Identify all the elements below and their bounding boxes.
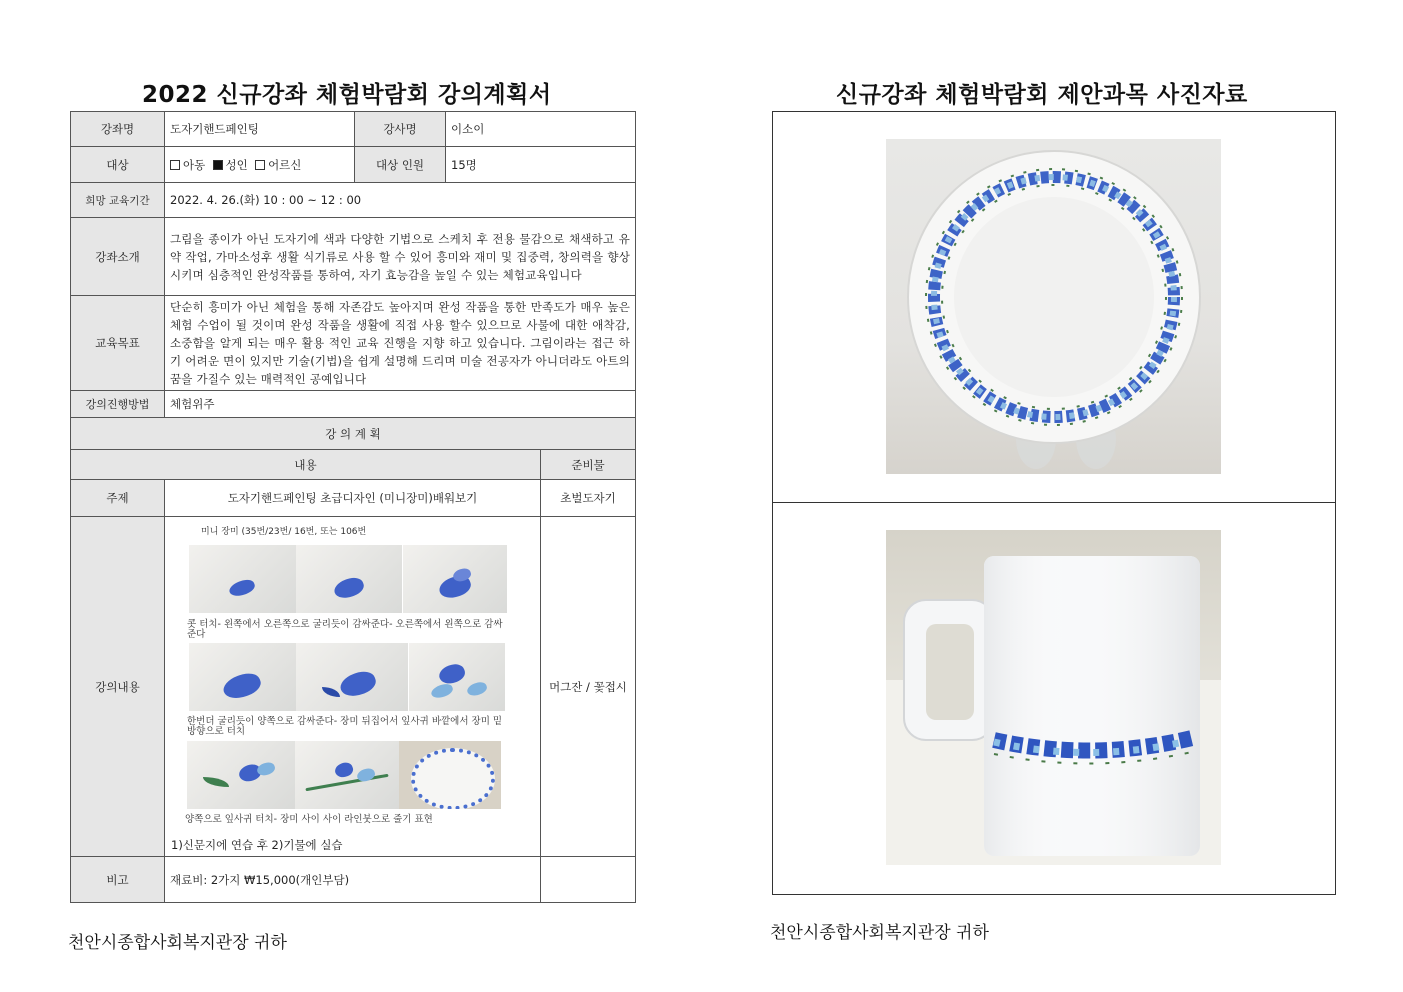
- step-photo-7: [187, 741, 295, 809]
- lesson-caption-2: 한번더 굴리듯이 양쪽으로 감싸준다- 장미 뒤집어서 잎사귀 바깥에서 장미 밑 방향으로 터치: [187, 716, 503, 737]
- lesson-materials: 머그잔 / 꽃접시: [541, 517, 636, 857]
- headcount-label: 대상 인원: [355, 147, 446, 183]
- checkbox-senior: 어르신: [255, 158, 301, 172]
- target-options: [165, 147, 355, 183]
- page-title: 2022 신규강좌 체험박람회 강의계획서: [142, 82, 552, 108]
- course-value: 도자기핸드페인팅: [165, 112, 355, 147]
- step-photo-4: [189, 643, 296, 711]
- lesson-label: 강의내용: [71, 517, 165, 857]
- checkbox-checked-icon: [213, 160, 223, 170]
- lecture-plan-table: [70, 111, 636, 903]
- intro-text: 그림을 종이가 아닌 도자기에 색과 다양한 기법으로 스케치 후 전용 물감으로 채색하고 유약 작업, 가마소성후 생활 식기류로 사용 할 수 있어 흥미와 재미 및 집중력, 창의력을 향상 시키며 심층적인 완성작품를 통하여, 자기 효능감을 높일 수 있는 체험교육입니다: [165, 218, 636, 296]
- checkbox-icon: [255, 160, 265, 170]
- step-photo-2: [296, 545, 402, 613]
- topic-value: 도자기핸드페인팅 초급디자인 (미니장미)배워보기: [165, 480, 541, 517]
- intro-label: 강좌소개: [71, 218, 165, 296]
- photo-divider: [772, 502, 1336, 503]
- content-header: 내용: [71, 450, 541, 480]
- lesson-content: [165, 517, 541, 857]
- plate-illustration: [886, 139, 1221, 474]
- headcount-value: 15명: [446, 147, 636, 183]
- left-footer: 천안시종합사회복지관장 귀하: [68, 933, 287, 953]
- lesson-caption-3: 양쪽으로 잎사귀 터치- 장미 사이 사이 라인붓으로 줄기 표현: [185, 814, 433, 825]
- step-photo-6: [409, 643, 505, 711]
- remarks-label: 비고: [71, 857, 165, 903]
- period-label: 희망 교육기간: [71, 183, 165, 218]
- teacher-value: 이소이: [446, 112, 636, 147]
- step-photo-8: [295, 741, 399, 809]
- checkbox-icon: [170, 160, 180, 170]
- lesson-note: 1)신문지에 연습 후 2)기물에 실습: [171, 838, 343, 852]
- checkbox-adult: 성인: [213, 158, 248, 172]
- goal-label: 교육목표: [71, 296, 165, 391]
- lesson-caption-top: 미니 장미 (35번/23번/ 16번, 또는 106번: [201, 527, 367, 537]
- method-label: 강의진행방법: [71, 391, 165, 418]
- remarks-materials: [541, 857, 636, 903]
- photo-page-title: 신규강좌 체험박람회 제안과목 사진자료: [836, 82, 1248, 108]
- topic-label: 주제: [71, 480, 165, 517]
- remarks-value: 재료비: 2가지 ₩15,000(개인부담): [165, 857, 541, 903]
- plate-photo: [886, 139, 1221, 474]
- step-photo-1: [189, 545, 296, 613]
- goal-text: 단순히 흥미가 아닌 체험을 통해 자존감도 높아지며 완성 작품을 통한 만족도가 매우 높은 체험 수업이 될 것이며 완성 작품을 생활에 직접 사용 할수 있으므로 사물에 대한 애착감, 소중함을 알게 되는 매우 활용 적인 교육 진행을 지향 하고 있습니다. 그림이라는 접근 하기 어려운 면이 있지만 기술(기법)을 쉽게 설명해 드리며 미술 전공자가 아니더라도 아트의 꿈을 가질수 있는 매력적인 공예입니다: [165, 296, 636, 391]
- step-photo-5: [296, 643, 408, 711]
- checkbox-child: 아동: [170, 158, 205, 172]
- target-label: 대상: [71, 147, 165, 183]
- lecture-plan-page: [0, 0, 701, 992]
- mug-illustration: [886, 530, 1221, 865]
- step-photo-3: [403, 545, 507, 613]
- period-value: 2022. 4. 26.(화) 10 : 00 ~ 12 : 00: [165, 183, 636, 218]
- right-footer: 천안시종합사회복지관장 귀하: [770, 923, 989, 943]
- course-label: 강좌명: [71, 112, 165, 147]
- teacher-label: 강사명: [355, 112, 446, 147]
- plan-header: 강 의 계 획: [71, 418, 636, 450]
- step-photo-plate: [399, 741, 501, 809]
- mug-photo: [886, 530, 1221, 865]
- method-value: 체험위주: [165, 391, 636, 418]
- topic-materials: 초벌도자기: [541, 480, 636, 517]
- lesson-caption-1: 콧 터치- 왼쪽에서 오른쪽으로 굴리듯이 감싸준다- 오른쪽에서 왼쪽으로 감싸준다: [187, 619, 503, 640]
- materials-header: 준비물: [541, 450, 636, 480]
